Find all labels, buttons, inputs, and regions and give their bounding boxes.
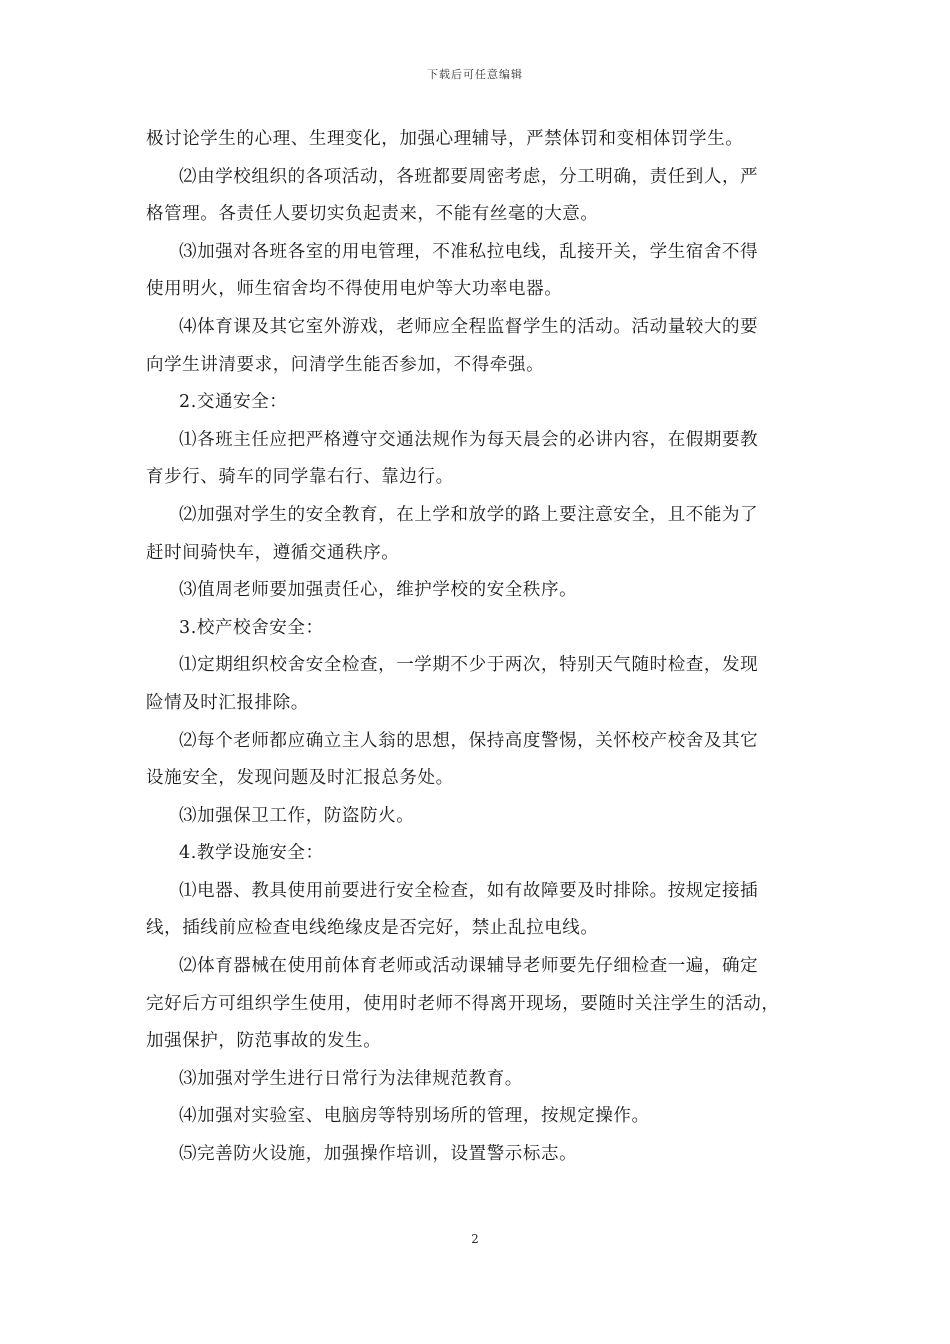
text-line: 极讨论学生的心理、生理变化，加强心理辅导，严禁体罚和变相体罚学生。	[146, 129, 744, 149]
text-line: ⑴定期组织校舍安全检查，一学期不少于两次，特别天气随时检查，发现	[179, 655, 759, 676]
text-line: 完好后方可组织学生使用，使用时老师不得离开现场，要随时关注学生的活动，	[146, 993, 780, 1014]
text-line: 赶时间骑快车，遵循交通秩序。	[146, 542, 400, 563]
text-line: ⑶加强对学生进行日常行为法律规范教育。	[179, 1068, 523, 1089]
text-line: ⑴各班主任应把严格遵守交通法规作为每天晨会的必讲内容，在假期要教	[179, 429, 759, 450]
text-line: 设施安全，发现问题及时汇报总务处。	[146, 768, 454, 789]
text-line: ⑵由学校组织的各项活动，各班都要周密考虑，分工明确，责任到人，严	[179, 166, 759, 187]
text-line: ⑵加强对学生的安全教育，在上学和放学的路上要注意安全，且不能为了	[179, 504, 759, 525]
text-line: ⑴电器、教具使用前要进行安全检查，如有故障要及时排除。按规定接插	[179, 880, 759, 901]
text-line: 加强保护，防范事故的发生。	[146, 1031, 382, 1052]
text-line: 险情及时汇报排除。	[146, 692, 309, 713]
text-line: ⑷体育课及其它室外游戏，老师应全程监督学生的活动。活动量较大的要	[179, 316, 759, 337]
text-line: ⑷加强对实验室、电脑房等特别场所的管理，按规定操作。	[179, 1106, 650, 1127]
text-line: ⑶加强保卫工作，防盗防火。	[179, 805, 415, 826]
text-line: 育步行、骑车的同学靠右行、靠边行。	[146, 467, 454, 488]
text-line: 线，插线前应检查电线绝缘皮是否完好，禁止乱拉电线。	[146, 918, 599, 939]
text-line: ⑶值周老师要加强责任心，维护学校的安全秩序。	[179, 580, 578, 601]
text-line: 使用明火，师生宿舍均不得使用电炉等大功率电器。	[146, 279, 563, 300]
document-body	[146, 121, 806, 1174]
text-line: ⑶加强对各班各室的用电管理，不准私拉电线，乱接开关，学生宿舍不得	[179, 241, 759, 262]
page-header: 下载后可任意编辑	[427, 68, 523, 81]
text-line: 4.教学设施安全：	[179, 843, 324, 864]
text-line: ⑵体育器械在使用前体育老师或活动课辅导老师要先仔细检查一遍，确定	[179, 956, 759, 977]
text-line: 格管理。各责任人要切实负起责来，不能有丝毫的大意。	[146, 204, 599, 225]
text-line: 3.校产校舍安全：	[179, 617, 324, 638]
text-line: ⑵每个老师都应确立主人翁的思想，保持高度警惕，关怀校产校舍及其它	[179, 730, 759, 751]
text-line: 2.交通安全：	[179, 392, 288, 413]
text-line: ⑸完善防火设施，加强操作培训，设置警示标志。	[179, 1144, 578, 1165]
text-line: 向学生讲清要求，问清学生能否参加，不得牵强。	[146, 354, 545, 375]
page-number: 2	[471, 1232, 479, 1246]
